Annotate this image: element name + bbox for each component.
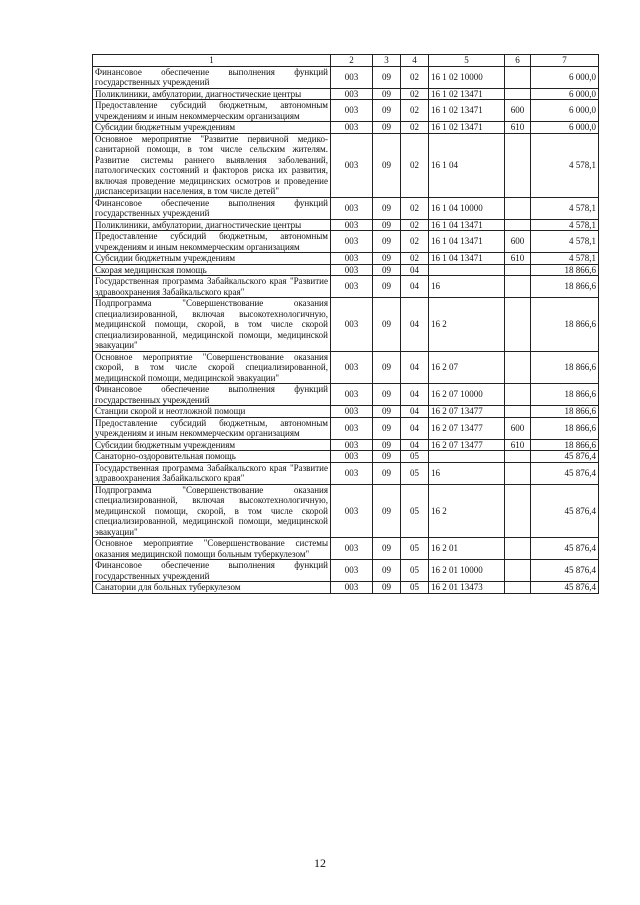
row-target-code: 16 1 02 13471 — [429, 122, 505, 134]
row-amount: 4 578,1 — [531, 219, 599, 231]
row-amount: 45 876,4 — [531, 560, 599, 582]
row-ministry-code: 003 — [331, 100, 373, 122]
row-expense-type-code — [505, 197, 531, 219]
row-expense-type-code — [505, 298, 531, 352]
row-amount: 18 866,6 — [531, 417, 599, 439]
row-target-code: 16 1 02 13471 — [429, 88, 505, 100]
row-subsection-code: 02 — [401, 122, 429, 134]
row-section-code: 09 — [373, 462, 401, 484]
row-expense-type-code — [505, 406, 531, 418]
row-section-code: 09 — [373, 560, 401, 582]
row-expense-type-code: 610 — [505, 253, 531, 265]
row-section-code: 09 — [373, 451, 401, 463]
row-ministry-code: 003 — [331, 582, 373, 594]
row-ministry-code: 003 — [331, 264, 373, 276]
row-target-code: 16 2 07 13477 — [429, 439, 505, 451]
row-expense-type-code — [505, 462, 531, 484]
row-ministry-code: 003 — [331, 88, 373, 100]
row-target-code: 16 2 07 13477 — [429, 406, 505, 418]
table-row — [93, 253, 599, 265]
row-subsection-code: 02 — [401, 231, 429, 253]
row-ministry-code: 003 — [331, 384, 373, 406]
row-ministry-code: 003 — [331, 406, 373, 418]
row-expense-type-code — [505, 133, 531, 197]
row-name: Финансовое обеспечение выполнения функций государственных учреждений — [93, 560, 331, 582]
table-row — [93, 538, 599, 560]
row-name: Санаторно-оздоровительная помощь — [93, 451, 331, 463]
row-amount: 18 866,6 — [531, 384, 599, 406]
row-amount: 18 866,6 — [531, 439, 599, 451]
header-col-2: 2 — [331, 55, 373, 67]
row-section-code: 09 — [373, 276, 401, 298]
row-target-code: 16 2 07 — [429, 351, 505, 384]
row-ministry-code: 003 — [331, 197, 373, 219]
row-subsection-code: 02 — [401, 197, 429, 219]
row-name: Финансовое обеспечение выполнения функций государственных учреждений — [93, 66, 331, 88]
row-name: Государственная программа Забайкальского края "Развитие здравоохранения Забайкальского края" — [93, 276, 331, 298]
table-row — [93, 276, 599, 298]
row-subsection-code: 04 — [401, 298, 429, 352]
header-col-7: 7 — [531, 55, 599, 67]
row-amount: 45 876,4 — [531, 582, 599, 594]
row-subsection-code: 02 — [401, 133, 429, 197]
row-section-code: 09 — [373, 66, 401, 88]
row-target-code — [429, 451, 505, 463]
row-amount: 4 578,1 — [531, 253, 599, 265]
row-amount: 6 000,0 — [531, 66, 599, 88]
row-target-code: 16 2 — [429, 484, 505, 538]
header-col-6: 6 — [505, 55, 531, 67]
row-expense-type-code: 610 — [505, 439, 531, 451]
row-name: Основное мероприятие "Совершенствование системы оказания медицинской помощи больным туберкулезом" — [93, 538, 331, 560]
row-amount: 6 000,0 — [531, 100, 599, 122]
row-amount: 45 876,4 — [531, 538, 599, 560]
row-expense-type-code — [505, 276, 531, 298]
row-ministry-code: 003 — [331, 231, 373, 253]
row-ministry-code: 003 — [331, 462, 373, 484]
row-expense-type-code — [505, 582, 531, 594]
row-subsection-code: 04 — [401, 351, 429, 384]
row-target-code: 16 1 02 10000 — [429, 66, 505, 88]
row-expense-type-code: 600 — [505, 417, 531, 439]
table-row — [93, 122, 599, 134]
row-amount: 18 866,6 — [531, 264, 599, 276]
table-row — [93, 264, 599, 276]
table-row — [93, 406, 599, 418]
row-expense-type-code — [505, 451, 531, 463]
row-name: Скорая медицинская помощь — [93, 264, 331, 276]
row-subsection-code: 04 — [401, 276, 429, 298]
row-expense-type-code — [505, 538, 531, 560]
header-col-4: 4 — [401, 55, 429, 67]
row-subsection-code: 05 — [401, 462, 429, 484]
row-name: Субсидии бюджетным учреждениям — [93, 253, 331, 265]
row-subsection-code: 04 — [401, 439, 429, 451]
row-subsection-code: 05 — [401, 582, 429, 594]
row-name: Санатории для больных туберкулезом — [93, 582, 331, 594]
row-section-code: 09 — [373, 484, 401, 538]
table-row — [93, 100, 599, 122]
table-row — [93, 451, 599, 463]
row-ministry-code: 003 — [331, 417, 373, 439]
row-ministry-code: 003 — [331, 560, 373, 582]
row-name: Подпрограмма "Совершенствование оказания специализированной, включая высокотехнологичную, медицинской помощи, скорой, в том числе скорой специализированной, медицинской помощи, медицинской эвакуации" — [93, 484, 331, 538]
table-row — [93, 231, 599, 253]
row-target-code: 16 — [429, 462, 505, 484]
row-subsection-code: 04 — [401, 384, 429, 406]
row-subsection-code: 05 — [401, 484, 429, 538]
row-amount: 18 866,6 — [531, 406, 599, 418]
row-section-code: 09 — [373, 100, 401, 122]
row-section-code: 09 — [373, 264, 401, 276]
row-target-code: 16 2 01 13473 — [429, 582, 505, 594]
row-subsection-code: 02 — [401, 253, 429, 265]
row-expense-type-code: 610 — [505, 122, 531, 134]
row-target-code: 16 2 01 10000 — [429, 560, 505, 582]
row-expense-type-code — [505, 384, 531, 406]
row-section-code: 09 — [373, 88, 401, 100]
row-subsection-code: 04 — [401, 264, 429, 276]
row-expense-type-code — [505, 219, 531, 231]
row-name: Субсидии бюджетным учреждениям — [93, 439, 331, 451]
row-ministry-code: 003 — [331, 122, 373, 134]
row-ministry-code: 003 — [331, 439, 373, 451]
row-name: Поликлиники, амбулатории, диагностические центры — [93, 219, 331, 231]
row-ministry-code: 003 — [331, 451, 373, 463]
row-amount: 18 866,6 — [531, 276, 599, 298]
table-row — [93, 351, 599, 384]
row-amount: 45 876,4 — [531, 484, 599, 538]
table-row — [93, 197, 599, 219]
row-target-code: 16 2 01 — [429, 538, 505, 560]
page-number: 12 — [314, 856, 326, 870]
row-ministry-code: 003 — [331, 351, 373, 384]
row-amount: 4 578,1 — [531, 231, 599, 253]
row-section-code: 09 — [373, 231, 401, 253]
row-ministry-code: 003 — [331, 66, 373, 88]
row-ministry-code: 003 — [331, 133, 373, 197]
row-subsection-code: 05 — [401, 560, 429, 582]
row-amount: 45 876,4 — [531, 462, 599, 484]
row-name: Основное мероприятие "Совершенствование оказания скорой, в том числе скорой специализированной, медицинской помощи, медицинской эвакуации" — [93, 351, 331, 384]
row-target-code: 16 1 04 — [429, 133, 505, 197]
row-section-code: 09 — [373, 582, 401, 594]
row-expense-type-code: 600 — [505, 231, 531, 253]
row-target-code: 16 1 04 13471 — [429, 219, 505, 231]
table-row — [93, 462, 599, 484]
row-name: Основное мероприятие "Развитие первичной медико-санитарной помощи, в том числе сельским жителям. Развитие системы раннего выявления заболеваний, патологических состояний и факторов риска их развития, включая проведение медицинских осмотров и проведение диспансеризации населения, в том числе детей" — [93, 133, 331, 197]
row-name: Субсидии бюджетным учреждениям — [93, 122, 331, 134]
row-ministry-code: 003 — [331, 219, 373, 231]
row-amount: 45 876,4 — [531, 451, 599, 463]
row-subsection-code: 05 — [401, 538, 429, 560]
row-ministry-code: 003 — [331, 538, 373, 560]
row-expense-type-code — [505, 264, 531, 276]
row-section-code: 09 — [373, 538, 401, 560]
row-expense-type-code: 600 — [505, 100, 531, 122]
table-row — [93, 133, 599, 197]
row-amount: 6 000,0 — [531, 122, 599, 134]
row-target-code: 16 2 07 13477 — [429, 417, 505, 439]
header-col-5: 5 — [429, 55, 505, 67]
table-row — [93, 384, 599, 406]
row-name: Предоставление субсидий бюджетным, автономным учреждениям и иным некоммерческим организациям — [93, 417, 331, 439]
row-subsection-code: 02 — [401, 88, 429, 100]
row-ministry-code: 003 — [331, 253, 373, 265]
row-name: Предоставление субсидий бюджетным, автономным учреждениям и иным некоммерческим организациям — [93, 100, 331, 122]
row-ministry-code: 003 — [331, 484, 373, 538]
row-name: Подпрограмма "Совершенствование оказания специализированной, включая высокотехнологичную, медицинской помощи, скорой, в том числе скорой специализированной, медицинской помощи, медицинской эвакуации" — [93, 298, 331, 352]
row-amount: 6 000,0 — [531, 88, 599, 100]
row-name: Поликлиники, амбулатории, диагностические центры — [93, 88, 331, 100]
row-target-code: 16 1 04 13471 — [429, 231, 505, 253]
table-row — [93, 439, 599, 451]
row-subsection-code: 02 — [401, 100, 429, 122]
row-expense-type-code — [505, 66, 531, 88]
table-row — [93, 484, 599, 538]
row-ministry-code: 003 — [331, 276, 373, 298]
row-name: Государственная программа Забайкальского края "Развитие здравоохранения Забайкальского края" — [93, 462, 331, 484]
row-section-code: 09 — [373, 351, 401, 384]
row-section-code: 09 — [373, 122, 401, 134]
row-target-code: 16 1 04 13471 — [429, 253, 505, 265]
row-amount: 4 578,1 — [531, 197, 599, 219]
row-subsection-code: 02 — [401, 66, 429, 88]
row-amount: 4 578,1 — [531, 133, 599, 197]
budget-table-container — [92, 54, 598, 594]
row-subsection-code: 04 — [401, 406, 429, 418]
table-row — [93, 88, 599, 100]
row-expense-type-code — [505, 484, 531, 538]
row-section-code: 09 — [373, 384, 401, 406]
row-name: Финансовое обеспечение выполнения функций государственных учреждений — [93, 197, 331, 219]
budget-table — [92, 54, 599, 594]
table-row — [93, 66, 599, 88]
row-name: Финансовое обеспечение выполнения функций государственных учреждений — [93, 384, 331, 406]
row-amount: 18 866,6 — [531, 298, 599, 352]
row-name: Станции скорой и неотложной помощи — [93, 406, 331, 418]
header-row — [93, 55, 599, 67]
row-section-code: 09 — [373, 253, 401, 265]
row-target-code: 16 1 04 10000 — [429, 197, 505, 219]
row-target-code: 16 2 07 10000 — [429, 384, 505, 406]
header-col-1: 1 — [93, 55, 331, 67]
row-expense-type-code — [505, 560, 531, 582]
table-row — [93, 417, 599, 439]
row-section-code: 09 — [373, 133, 401, 197]
row-subsection-code: 02 — [401, 219, 429, 231]
row-section-code: 09 — [373, 439, 401, 451]
table-row — [93, 560, 599, 582]
table-row — [93, 582, 599, 594]
row-target-code: 16 — [429, 276, 505, 298]
row-subsection-code: 04 — [401, 417, 429, 439]
row-subsection-code: 05 — [401, 451, 429, 463]
row-ministry-code: 003 — [331, 298, 373, 352]
header-col-3: 3 — [373, 55, 401, 67]
row-section-code: 09 — [373, 197, 401, 219]
table-row — [93, 219, 599, 231]
row-target-code: 16 1 02 13471 — [429, 100, 505, 122]
table-row — [93, 298, 599, 352]
row-amount: 18 866,6 — [531, 351, 599, 384]
row-expense-type-code — [505, 88, 531, 100]
table-body — [93, 66, 599, 593]
row-name: Предоставление субсидий бюджетным, автономным учреждениям и иным некоммерческим организациям — [93, 231, 331, 253]
row-target-code: 16 2 — [429, 298, 505, 352]
row-section-code: 09 — [373, 417, 401, 439]
row-target-code — [429, 264, 505, 276]
row-section-code: 09 — [373, 406, 401, 418]
row-section-code: 09 — [373, 219, 401, 231]
row-section-code: 09 — [373, 298, 401, 352]
row-expense-type-code — [505, 351, 531, 384]
